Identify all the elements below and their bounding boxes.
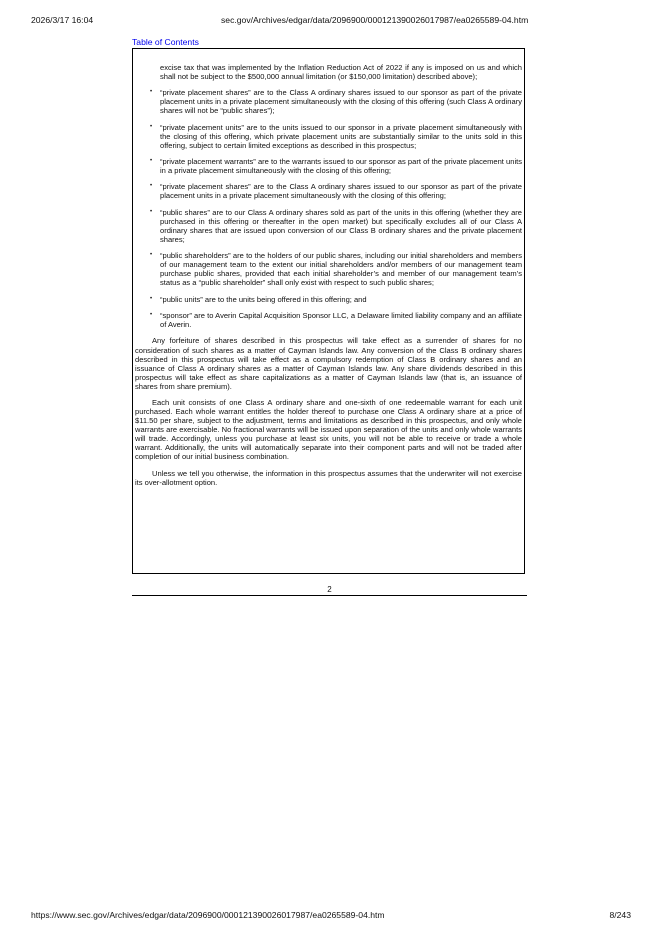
bullet-icon: • [150,183,153,190]
bullet-icon: • [150,89,153,96]
page-divider [132,595,527,596]
list-item [150,311,522,330]
print-footer-url: https://www.sec.gov/Archives/edgar/data/2096900/000121390026017987/ea0265589-04.htm [31,910,385,920]
share-forfeiture-paragraph: Any forfeiture of shares described in this prospectus will take effect as a surrender of shares for no consideration of such shares as a matter of Cayman Islands law. Any conversion of the Class B ordinary shares described in this prospectus will take effect as a compulsory redemption of Class B ordinary shares and an issuance of Class A ordinary shares as a matter of Cayman Islands law. Any share dividends described in this prospectus will take effect as share capitalizations as a matter of Cayman Islands law (that is, an issuance of shares from share premium). [135,336,522,391]
definitions-list [135,88,522,329]
bullet-icon: • [150,123,153,130]
list-item [150,207,522,244]
list-item [150,156,522,176]
list-item [150,122,522,150]
document-content [132,48,525,574]
list-item-text: “sponsor” are to Averin Capital Acquisition Sponsor LLC, a Delaware limited liability company and an affiliate of Averin. [160,311,522,330]
print-header-url: sec.gov/Archives/edgar/data/2096900/000121390026017987/ea0265589-04.htm [221,15,529,25]
list-item [150,294,522,304]
bullet-icon: • [150,208,153,215]
bullet-icon: • [150,295,153,302]
unit-composition-paragraph: Each unit consists of one Class A ordinary share and one-sixth of one redeemable warrant for each unit purchased. Each whole warrant entitles the holder thereof to purchase one Class A ordinary share at a price of $11.50 per share, subject to the adjustment, terms and limitations as described in this prospectus, and only whole warrants are exercisable. No fractional warrants will be issued upon separation of the units and only whole warrants will trade. Accordingly, unless you purchase at least six units, you will not be able to receive or trade a whole warrant. Additionally, the units will automatically separate into their component parts and will not be traded after completion of our initial business combination. [135,398,522,462]
list-item [150,88,522,116]
list-item-text: “private placement warrants” are to the warrants issued to our sponsor as part of the private placement units in a private placement simultaneously with the closing of this offering; [160,156,522,176]
page-number: 2 [327,585,332,594]
over-allotment-paragraph: Unless we tell you otherwise, the information in this prospectus assumes that the underwriter will not exercise its over-allotment option. [135,468,522,487]
print-page-count: 8/243 [609,910,631,920]
list-item-text: “public shares” are to our Class A ordinary shares sold as part of the units in this offering (whether they are purchased in this offering or thereafter in the open market) but specifically excludes all of our Class A ordinary shares that are issued upon conversion of our Class B ordinary shares and the private placement shares; [160,207,522,244]
list-item-text: “private placement units” are to the units issued to our sponsor in a private placement simultaneously with the closing of this offering, which private placement units are substantially similar to the units sold in this offering, subject to certain limited exceptions as described in this prospectus; [160,122,522,150]
bullet-icon: • [150,252,153,259]
bullet-icon: • [150,157,153,164]
print-datetime: 2026/3/17 16:04 [31,15,94,25]
table-of-contents-link[interactable]: Table of Contents [132,37,199,47]
list-item-text: “public shareholders” are to the holders of our public shares, including our initial shareholders and members of our management team to the extent our initial shareholders and/or members of our management team purchase public shares, provided that each initial shareholder’s and member of our management team’s status as a “public shareholder” shall only exist with respect to such public shares; [160,251,522,288]
bullet-icon: • [150,312,153,319]
list-item-text: “private placement shares” are to the Class A ordinary shares issued to our sponsor as part of the private placement units in a private placement simultaneously with the closing of this offering; [160,182,522,201]
list-item [150,182,522,201]
list-item-text: “public units” are to the units being offered in this offering; and [160,294,367,304]
continued-paragraph: excise tax that was implemented by the Inflation Reduction Act of 2022 if any is imposed on us and which shall not be subject to the $500,000 annual limitation (or $150,000 limitation) described above); [160,63,522,82]
list-item-text: “private placement shares” are to the Class A ordinary shares issued to our sponsor as part of the private placement units in a private placement simultaneously with the closing of this offering (such Class A ordinary shares will not be “public shares”); [160,88,522,116]
list-item [150,251,522,288]
